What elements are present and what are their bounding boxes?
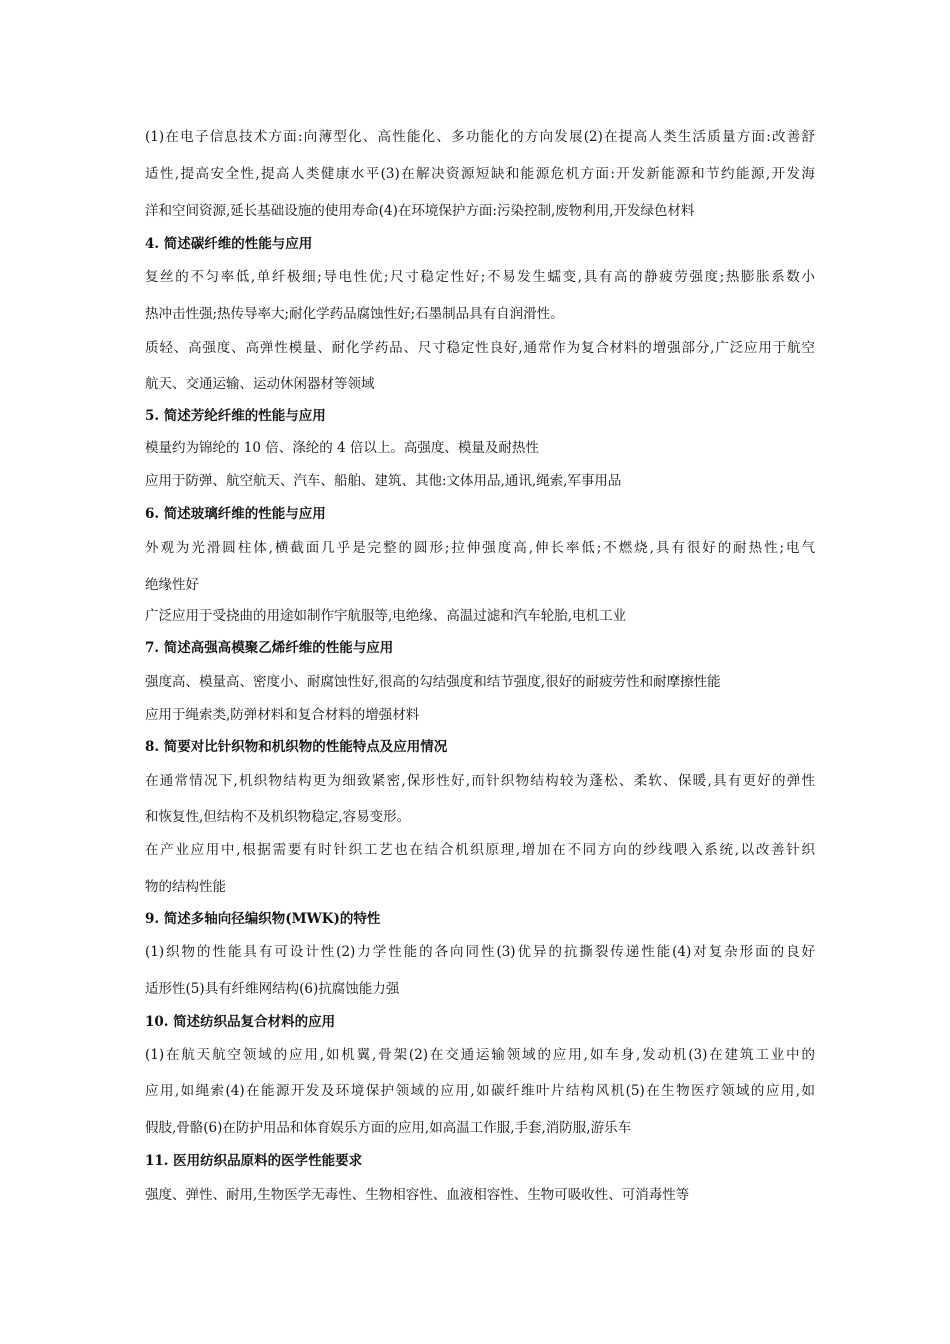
paragraph-line: 模量约为锦纶的 10 倍、涤纶的 4 倍以上。高强度、模量及耐热性 <box>145 440 539 456</box>
paragraph-line: (1)在电子信息技术方面:向薄型化、高性能化、多功能化的方向发展(2)在提高人类生活质量方面:改善舒 <box>145 129 815 145</box>
paragraph-line: 绝缘性好 <box>145 577 199 593</box>
paragraph-line: 在产业应用中,根据需要有时针织工艺也在结合机织原理,增加在不同方向的纱线喂入系统,以改善针织 <box>145 842 815 858</box>
paragraph-line: 应用,如绳索(4)在能源开发及环境保护领域的应用,如碳纤维叶片结构风机(5)在生物医疗领域的应用,如 <box>145 1083 815 1099</box>
paragraph-line: 广泛应用于受挠曲的用途如制作宇航服等,电绝缘、高温过滤和汽车轮胎,电机工业 <box>145 608 627 624</box>
paragraph-line: 外观为光滑圆柱体,横截面几乎是完整的圆形;拉伸强度高,伸长率低;不燃烧,具有很好的耐热性;电气 <box>145 540 815 556</box>
paragraph-line: 和恢复性,但结构不及机织物稳定,容易变形。 <box>145 809 411 825</box>
paragraph-line: 强度高、模量高、密度小、耐腐蚀性好,很高的勾结强度和结节强度,很好的耐疲劳性和耐摩擦性能 <box>145 674 721 690</box>
paragraph-line: 物的结构性能 <box>145 879 226 895</box>
paragraph-line: 应用于防弹、航空航天、汽车、船舶、建筑、其他:文体用品,通讯,绳索,军事用品 <box>145 473 622 489</box>
section-heading: 10. 简述纺织品复合材料的应用 <box>145 1014 336 1030</box>
section-heading: 5. 简述芳纶纤维的性能与应用 <box>145 408 326 424</box>
section-heading: 4. 简述碳纤维的性能与应用 <box>145 236 313 252</box>
paragraph-line: (1)在航天航空领域的应用,如机翼,骨架(2)在交通运输领域的应用,如车身,发动机(3)在建筑工业中的 <box>145 1047 815 1063</box>
section-heading: 11. 医用纺织品原料的医学性能要求 <box>145 1153 363 1169</box>
paragraph-line: 强度、弹性、耐用,生物医学无毒性、生物相容性、血液相容性、生物可吸收性、可消毒性等 <box>145 1187 690 1203</box>
section-heading: 8. 简要对比针织物和机织物的性能特点及应用情况 <box>145 739 448 755</box>
section-heading: 7. 简述高强高模聚乙烯纤维的性能与应用 <box>145 640 394 656</box>
section-heading: 9. 简述多轴向径编织物(MWK)的特性 <box>145 911 381 927</box>
paragraph-line: 航天、交通运输、运动休闲器材等领域 <box>145 376 375 392</box>
paragraph-line: 质轻、高强度、高弹性模量、耐化学药品、尺寸稳定性良好,通常作为复合材料的增强部分,广泛应用于航空 <box>145 340 815 356</box>
paragraph-line: 应用于绳索类,防弹材料和复合材料的增强材料 <box>145 707 420 723</box>
paragraph-line: 洋和空间资源,延长基础设施的使用寿命(4)在环境保护方面:污染控制,废物利用,开发绿色材料 <box>145 203 695 219</box>
paragraph-line: 适性,提高安全性,提高人类健康水平(3)在解决资源短缺和能源危机方面:开发新能源和节约能源,开发海 <box>145 166 815 182</box>
paragraph-line: 热冲击性强;热传导率大;耐化学药品腐蚀性好;石墨制品具有自润滑性。 <box>145 306 564 322</box>
section-heading: 6. 简述玻璃纤维的性能与应用 <box>145 506 326 522</box>
paragraph-line: (1)织物的性能具有可设计性(2)力学性能的各向同性(3)优异的抗撕裂传递性能(4)对复杂形面的良好 <box>145 944 815 960</box>
paragraph-line: 适形性(5)具有纤维网结构(6)抗腐蚀能力强 <box>145 981 400 997</box>
paragraph-line: 在通常情况下,机织物结构更为细致紧密,保形性好,而针织物结构较为蓬松、柔软、保暖,具有更好的弹性 <box>145 773 815 789</box>
paragraph-line: 复丝的不匀率低,单纤极细;导电性优;尺寸稳定性好;不易发生蠕变,具有高的静疲劳强度;热膨胀系数小 <box>145 269 815 285</box>
paragraph-line: 假肢,骨骼(6)在防护用品和体育娱乐方面的应用,如高温工作服,手套,消防服,游乐车 <box>145 1120 632 1136</box>
